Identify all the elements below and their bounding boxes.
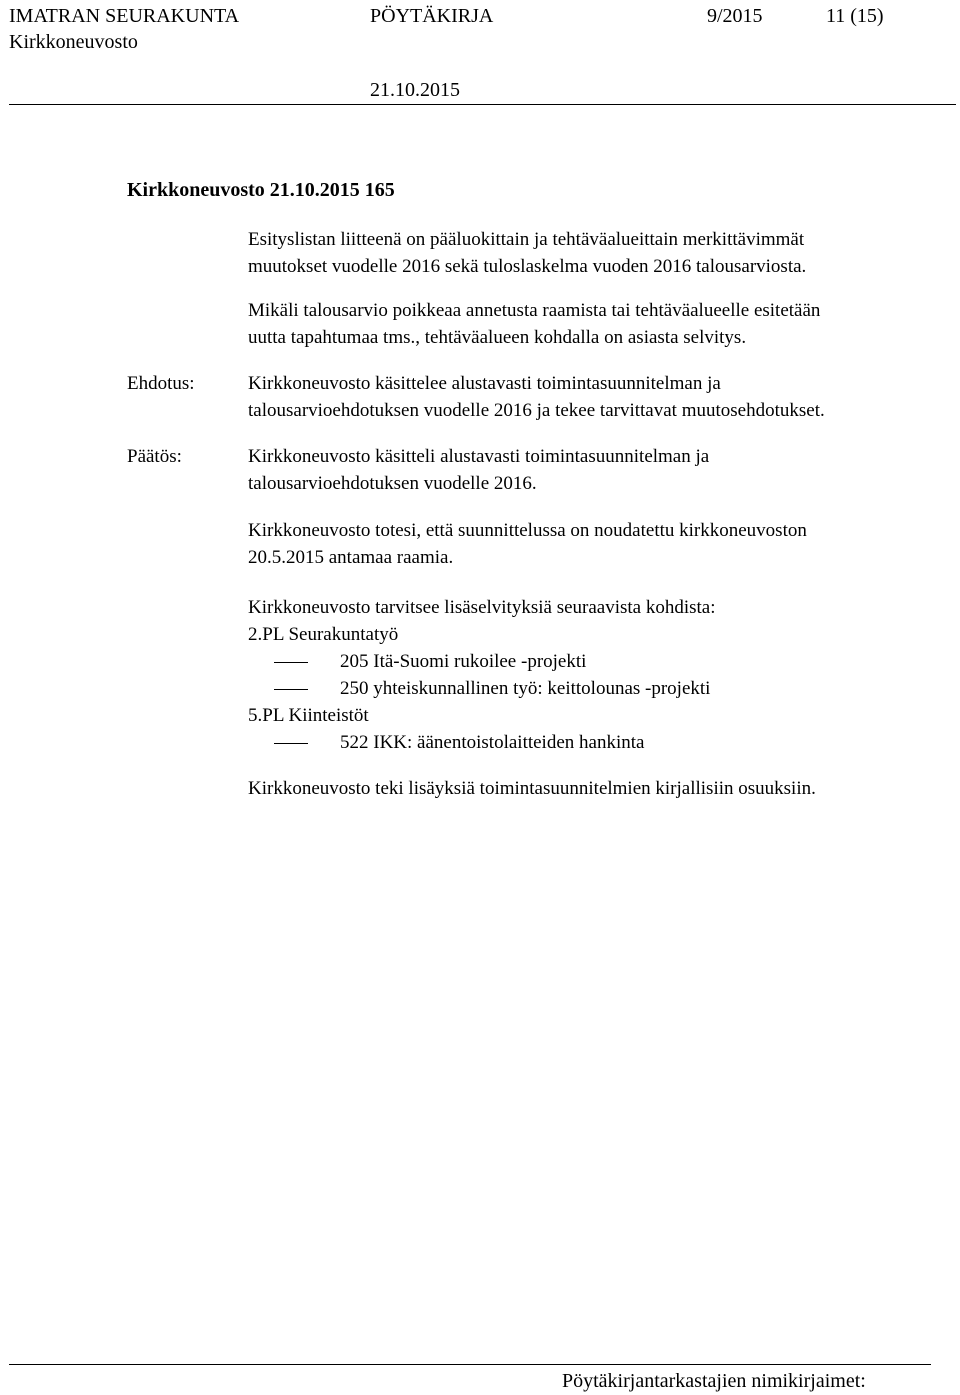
page-number: 11 (15) (826, 5, 884, 27)
dash-bullet (274, 743, 308, 744)
list-item (248, 675, 948, 702)
list-item (248, 729, 948, 756)
org-name: IMATRAN SEURAKUNTA (9, 5, 240, 27)
list-item-text: 522 IKK: äänentoistolaitteiden hankinta (340, 732, 645, 753)
group-heading: 5.PL Kiinteistöt (248, 705, 369, 726)
text-line: talousarvioehdotuksen vuodelle 2016 ja tekee tarvittavat muutosehdotukset. (248, 400, 825, 421)
text-line: Esityslistan liitteenä on pääluokittain ja tehtäväalueittain merkittävimmät (248, 229, 805, 250)
initials-label: Pöytäkirjantarkastajien nimikirjaimet: (562, 1370, 866, 1392)
text-line: muutokset vuodelle 2016 sekä tuloslaskelma vuoden 2016 talousarviosta. (248, 256, 807, 277)
text-line: 20.5.2015 antamaa raamia. (248, 547, 454, 568)
list-item-text: 250 yhteiskunnallinen työ: keittolounas -projekti (340, 678, 711, 699)
note-paragraph (248, 297, 948, 351)
group-heading: 2.PL Seurakuntatyö (248, 624, 399, 645)
footer-rule (9, 1364, 931, 1365)
list-item (248, 648, 948, 675)
doc-number: 9/2015 (707, 5, 763, 27)
proposal-label: Ehdotus: (127, 373, 195, 394)
text-line: Kirkkoneuvosto teki lisäyksiä toimintasuunnitelmien kirjallisiin osuuksiin. (248, 778, 816, 799)
body-name: Kirkkoneuvosto (9, 31, 138, 53)
decision-label: Päätös: (127, 446, 182, 467)
text-line: talousarvioehdotuksen vuodelle 2016. (248, 473, 537, 494)
doc-type: PÖYTÄKIRJA (370, 5, 494, 27)
dash-bullet (274, 689, 308, 690)
closing-paragraph (248, 775, 948, 802)
text-line: Mikäli talousarvio poikkeaa annetusta raamista tai tehtäväalueelle esitetään (248, 300, 821, 321)
text-line: Kirkkoneuvosto totesi, että suunnittelussa on noudatettu kirkkoneuvoston (248, 520, 807, 541)
text-line: Kirkkoneuvosto käsitteli alustavasti toimintasuunnitelman ja (248, 446, 710, 467)
intro-paragraph (248, 226, 948, 280)
decision-paragraph (248, 443, 948, 497)
text-line: uutta tapahtumaa tms., tehtäväalueen kohdalla on asiasta selvitys. (248, 327, 747, 348)
dash-bullet (274, 662, 308, 663)
section-heading: Kirkkoneuvosto 21.10.2015 165 (127, 179, 395, 201)
meeting-date: 21.10.2015 (370, 79, 460, 101)
decision-paragraph-2 (248, 517, 948, 571)
proposal-paragraph (248, 370, 948, 424)
clarifications-intro: Kirkkoneuvosto tarvitsee lisäselvityksiä seuraavista kohdista: (248, 597, 716, 618)
header-rule (9, 104, 956, 105)
list-item-text: 205 Itä-Suomi rukoilee -projekti (340, 651, 587, 672)
clarifications-block (248, 594, 948, 756)
text-line: Kirkkoneuvosto käsittelee alustavasti toimintasuunnitelman ja (248, 373, 721, 394)
